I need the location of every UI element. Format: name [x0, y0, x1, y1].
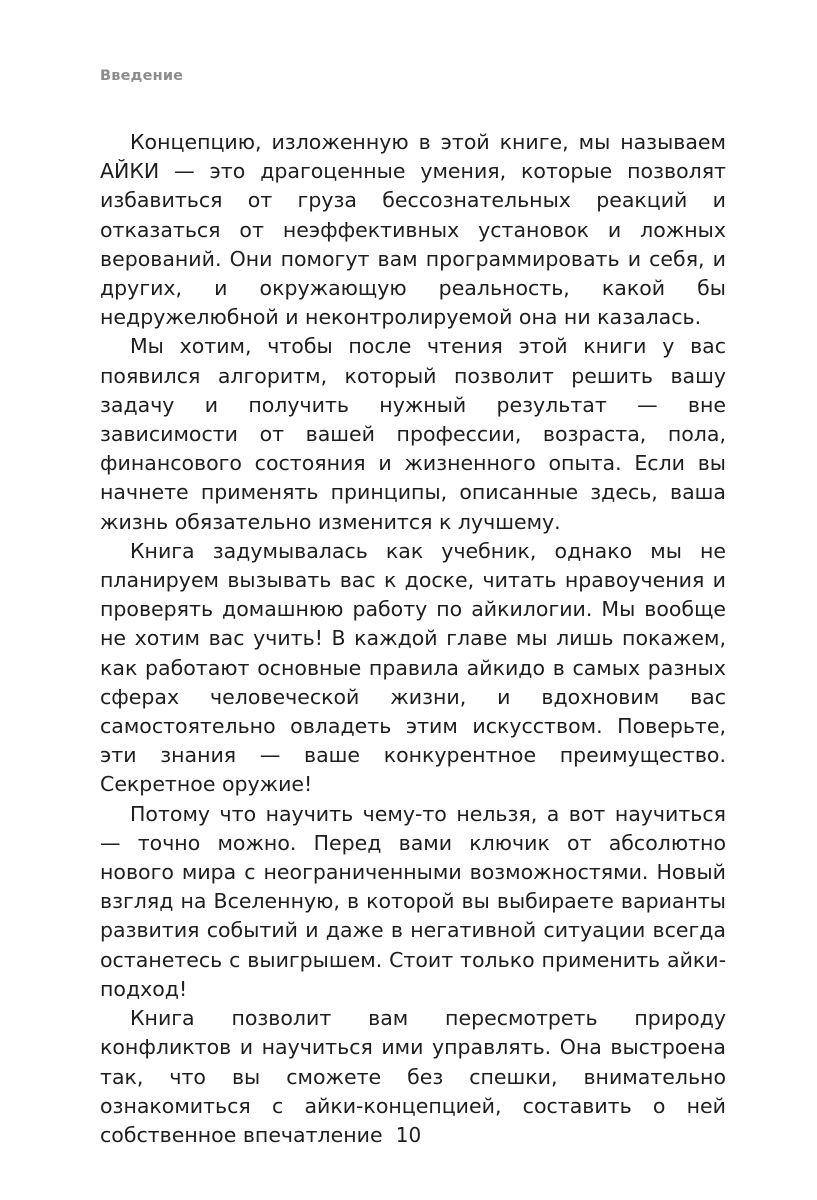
paragraph-4: Потому что научить чему-то нельзя, а вот научиться — точно можно. Перед вами ключик от абсолютно нового мира с неограниченными возможностями. Новый взгляд на Вселенную, в которой вы выбираете варианты развития событий и даже в негативной ситуации всегда останетесь с выигрышем. Стоит только применить айки-подход!: [100, 801, 726, 1001]
paragraph-3: Книга задумывалась как учебник, однако мы не планируем вызывать вас к доске, читать нравоучения и проверять домашнюю работу по айкилогии. Мы вообще не хотим вас учить! В каждой главе мы лишь покажем, как работают основные правила айкидо в самых разных сферах человеческой жизни, и вдохновим вас самостоятельно овладеть этим искусством. Поверьте, эти знания — ваше конкурентное преимущество. Секретное оружие!: [100, 538, 726, 797]
body-text: [100, 128, 726, 1150]
paragraph-5: Книга позволит вам пересмотреть природу конфликтов и научиться ими управлять. Она выстроена так, что вы сможете без спешки, внимательно ознакомиться с айки-концепцией, составить о ней собственное впечатление: [100, 1006, 726, 1147]
page-number: 10: [395, 1123, 422, 1147]
running-head-title: Введение: [100, 68, 184, 84]
paragraph-1: Концепцию, изложенную в этой книге, мы называем АЙКИ — это драгоценные умения, которые позволят избавиться от груза бессознательных реакций и отказаться от неэффективных установок и ложных верований. Они помогут вам программировать и себя, и других, и окружающую реальность, какой бы недружелюбной и неконтролируемой она ни казалась.: [100, 130, 726, 330]
paragraph-2: Мы хотим, чтобы после чтения этой книги у вас появился алгоритм, который позволит решить вашу задачу и получить нужный результат — вне зависимости от вашей профессии, возраста, пола, финансового состояния и жизненного опыта. Если вы начнете применять принципы, описанные здесь, ваша жизнь обязательно изменится к лучшему.: [100, 334, 726, 534]
